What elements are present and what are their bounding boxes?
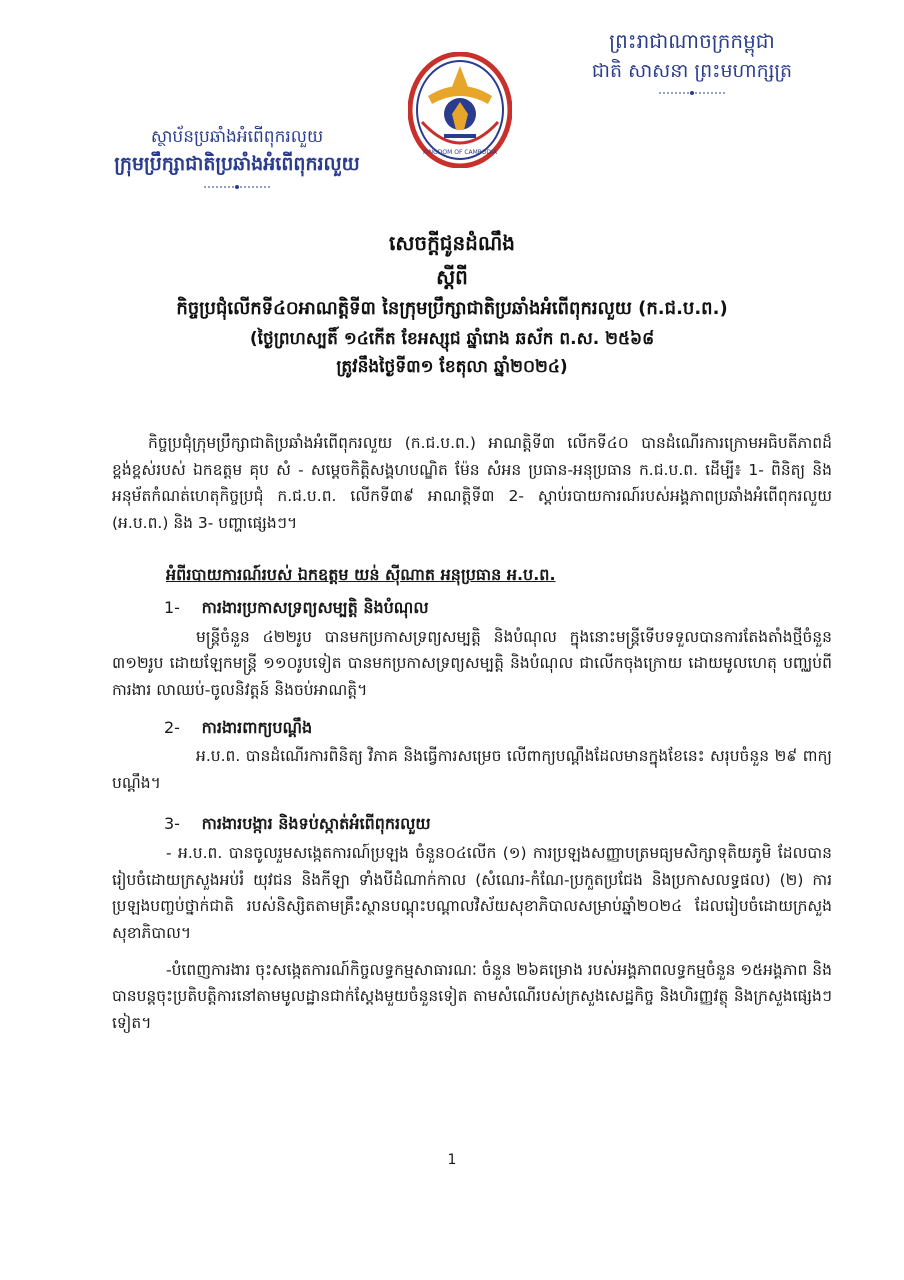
notice-body	[112, 430, 832, 1047]
page-number: 1	[447, 1152, 457, 1168]
section-heading	[164, 594, 832, 622]
notice-lunar-date: (ថ្ងៃព្រហស្បតិ៍ ១៤កើត ខែអស្សុជ ឆ្នាំរោង ឆស័ក ព.ស. ២៥៦៨	[249, 328, 655, 349]
section-paragraph: អ.ប.ព. បានដំណើរការពិនិត្យ វិភាគ និងធ្វើការសម្រេច លើពាក្យបណ្ដឹងដែលមានក្នុងខែនេះ សរុបចំនួន ២៩ ពាក្យបណ្ដឹង។	[112, 747, 832, 792]
section-number: 3-	[164, 814, 180, 834]
ornament-divider-icon	[202, 184, 272, 190]
report-title: អំពីរបាយការណ៍របស់ ឯកឧត្តម យន់ ស៊ីណាត អនុប្រធាន អ.ប.ព.	[166, 564, 556, 584]
notice-title-block	[60, 226, 844, 382]
agency-header	[92, 124, 382, 190]
section-paragraph: - អ.ប.ព. បានចូលរួមសង្កេតការណ៍ប្រឡង ចំនួន០៤លើក (១) ការប្រឡងសញ្ញាបត្រមធ្យមសិក្សាទុតិយភូមិ ដែលបានរៀបចំដោយក្រសួងអប់រំ យុវជន និងកីឡា ទាំងបីដំណាក់កាល (សំណេរ-កំណែ-ប្រកួតប្រជែង និងប្រកាសលទ្ធផល) (២) ការប្រឡងបញ្ចប់ថ្នាក់ជាតិ របស់និស្សិតតាមគ្រឹះស្ថានបណ្ដុះបណ្ដាលវិស័យសុខាភិបាលសម្រាប់ឆ្នាំ២០២៤ ដែលរៀបចំដោយក្រសួងសុខាភិបាល។	[112, 843, 832, 942]
section-heading-text: ការងារពាក្យបណ្ដឹង	[201, 717, 313, 737]
section-heading-text: ការងារប្រកាសទ្រព្យសម្បត្តិ និងបំណុល	[201, 598, 429, 618]
section-paragraph: -បំពេញការងារ ចុះសង្កេតការណ៍កិច្ចលទ្ធកម្មសាធារណៈ ចំនួន ២៦គម្រោង របស់អង្គភាពលទ្ធកម្មចំនួន ១៥អង្គភាព និងបានបន្តចុះប្រតិបត្តិការនៅតាមមូលដ្ឋានជាក់ស្ដែងមួយចំនួនទៀត តាមសំណើរបស់ក្រសួងសេដ្ឋកិច្ច និងហិរញ្ញវត្ថុ និងក្រសួងផ្សេងៗទៀត។	[112, 960, 832, 1032]
agency-council-line: ក្រុមប្រឹក្សាជាតិប្រឆាំងអំពើពុករលួយ	[114, 153, 360, 176]
kingdom-line: ព្រះរាជាណាចក្រកម្ពុជា	[609, 29, 775, 53]
ornament-divider-icon	[657, 90, 727, 96]
section-number: 1-	[164, 598, 180, 618]
notice-title: សេចក្ដីជូនដំណឹង	[389, 231, 515, 255]
logo-caption: KINGDOM OF CAMBODIA	[422, 149, 498, 156]
notice-subject-label: ស្ដីពី	[436, 265, 468, 289]
section-number: 2-	[164, 717, 180, 737]
section-heading	[164, 714, 832, 742]
nation-religion-king-line: ជាតិ សាសនា ព្រះមហាក្សត្រ	[591, 60, 793, 82]
notice-solar-date: ត្រូវនឹងថ្ងៃទី៣១ ខែតុលា ឆ្នាំ២០២៤)	[336, 357, 568, 378]
notice-subject: កិច្ចប្រជុំលើកទី៤០អាណត្តិទី៣ នៃក្រុមប្រឹក្សាជាតិប្រឆាំងអំពើពុករលួយ (ក.ជ.ប.ព.)	[176, 298, 728, 319]
acu-emblem-logo	[408, 52, 512, 168]
intro-paragraph: កិច្ចប្រជុំក្រុមប្រឹក្សាជាតិប្រឆាំងអំពើពុករលួយ (ក.ជ.ប.ព.) អាណត្តិទី៣ លើកទី៤០ បានដំណើរការក្រោមអធិបតីភាពដ៏ខ្ពង់ខ្ពស់របស់ ឯកឧត្តម គុប សំ - សម្ដេចកិត្តិសង្គហបណ្ឌិត ម៉ែន សំអន ប្រធាន-អនុប្រធាន ក.ជ.ប.ព. ដើម្បី៖ 1- ពិនិត្យ និងអនុម័តកំណត់ហេតុកិច្ចប្រជុំ ក.ជ.ប.ព. លើកទី៣៩ អាណត្តិទី៣ 2- ស្ដាប់របាយការណ៍របស់អង្គភាពប្រឆាំងអំពើពុករលួយ (អ.ប.ព.) និង 3- បញ្ហាផ្សេងៗ។	[112, 434, 832, 532]
section-heading	[164, 810, 832, 838]
kingdom-motto	[572, 26, 812, 96]
section-heading-text: ការងារបង្ការ និងទប់ស្កាត់អំពើពុករលួយ	[201, 814, 431, 834]
section-paragraph: មន្ត្រីចំនួន ៤២២រូប បានមកប្រកាសទ្រព្យសម្បត្តិ និងបំណុល ក្នុងនោះមន្ត្រីទើបទទួលបានការតែងតាំងថ្មីចំនួន ៣១២រូប ដោយឡែកមន្ត្រី ១១០រូបទៀត បានមកប្រកាសទ្រព្យសម្បត្តិ និងបំណុល ជាលើកចុងក្រោយ ដោយមូលហេតុ បញ្ឈប់ពីការងារ លាឈប់-ចូលនិវត្តន៍ និងចប់អាណត្តិ។	[112, 627, 832, 699]
agency-institution-line: ស្ថាប័នប្រឆាំងអំពើពុករលួយ	[150, 127, 324, 147]
